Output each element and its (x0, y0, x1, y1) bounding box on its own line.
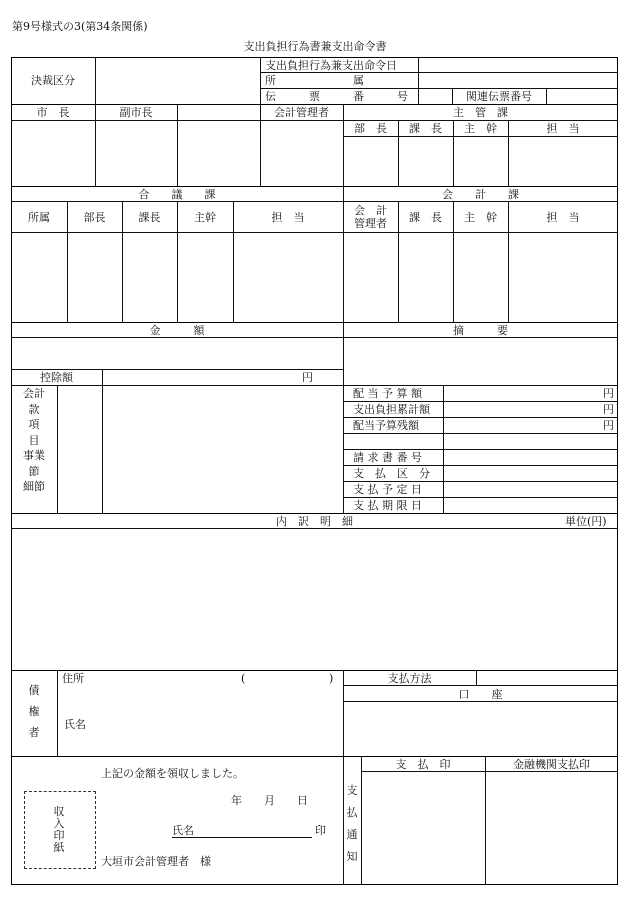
budget-row-unit: 円 (603, 387, 614, 400)
breakdown-unit: 単位(円) (565, 515, 607, 528)
accountant-label: 会計管理者 (274, 106, 329, 119)
budget-class-char: 款 (28, 402, 40, 416)
budget-row-unit: 円 (603, 419, 614, 432)
consult-title: 合 議 課 (138, 188, 216, 201)
accounting-manager-l2: 管理者 (354, 217, 387, 230)
breakdown-title: 内 訳 明 細 (276, 515, 353, 528)
address-paren-open: ( (241, 672, 246, 685)
related-voucher-label: 関連伝票番号 (466, 90, 532, 103)
stamp-char: 収 (53, 805, 65, 818)
pay-seal-label: 支 払 印 (395, 758, 451, 771)
accounting-kacho: 課 長 (409, 211, 442, 224)
receipt-name-label: 氏名 (172, 824, 194, 837)
creditor-label-char: 者 (28, 726, 40, 739)
mayor-label: 市 長 (36, 106, 70, 119)
consult-tanto: 担 当 (271, 211, 305, 224)
stamp-char: 紙 (53, 841, 65, 854)
consult-bucho: 部長 (83, 211, 106, 224)
consult-shozoku: 所属 (28, 211, 50, 224)
budget-class-labels (11, 386, 57, 495)
pay-notice-char: 通 (346, 828, 358, 841)
form-number: 第9号様式の3(第34条関係) (12, 20, 148, 33)
shukan-label: 主 幹 (464, 122, 497, 135)
budget-row-label: 支 払 予 定 日 (353, 483, 422, 496)
tanto-label: 担 当 (546, 122, 580, 135)
budget-class-char: 目 (28, 433, 40, 447)
received-text: 上記の金額を領収しました。 (101, 767, 244, 780)
budget-class-char: 項 (28, 418, 40, 431)
stamp-char: 印 (53, 829, 65, 842)
budget-row-label: 支 払 区 分 (353, 467, 430, 480)
budget-row-unit: 円 (603, 403, 614, 416)
budget-class-char: 会計 (23, 387, 45, 400)
accounting-shukan: 主 幹 (464, 211, 497, 224)
stamp-char: 入 (53, 817, 65, 830)
creditor-name-label: 氏名 (64, 718, 86, 731)
voucher-no-label: 伝 票 番 号 (265, 90, 408, 103)
amount-title: 金 額 (149, 324, 205, 337)
consult-kacho: 課長 (138, 211, 161, 224)
bucho-label: 部 長 (354, 122, 387, 135)
budget-class-char: 細節 (23, 480, 45, 493)
budget-row-label: 支 払 期 限 日 (353, 499, 422, 512)
bank-seal-label: 金融機関支払印 (513, 758, 590, 771)
budget-row-label: 配当予算残額 (353, 419, 419, 432)
budget-row-label: 配 当 予 算 額 (353, 387, 422, 400)
creditor-label-char: 権 (28, 705, 40, 718)
kacho-label: 課 長 (409, 122, 442, 135)
decision-class-label: 決裁区分 (31, 74, 75, 87)
vice-mayor-label: 副市長 (119, 106, 153, 119)
accounting-manager-l1: 会 計 (354, 204, 387, 217)
accounting-title: 会 計 課 (442, 188, 519, 201)
budget-row-label: 請 求 書 番 号 (353, 451, 422, 464)
address-label: 住所 (62, 672, 84, 685)
revenue-stamp-label (52, 806, 66, 854)
pay-notice-char: 知 (346, 850, 358, 863)
pay-notice-char: 払 (346, 806, 358, 819)
main-section-label: 主 管 課 (453, 106, 508, 119)
addressee: 大垣市会計管理者 様 (101, 855, 211, 868)
dept-label: 所 属 (265, 74, 364, 87)
summary-title: 摘 要 (453, 324, 508, 337)
budget-class-char: 事業 (23, 449, 45, 462)
pay-method-label: 支払方法 (387, 672, 432, 685)
address-paren-close: ) (329, 672, 334, 685)
budget-row-label: 支出負担累計額 (353, 403, 430, 416)
form-title: 支出負担行為書兼支出命令書 (243, 40, 387, 53)
budget-class-char: 節 (28, 464, 40, 478)
deduction-label: 控除額 (40, 371, 73, 384)
deduction-yen: 円 (302, 371, 313, 384)
accounting-tanto: 担 当 (546, 211, 580, 224)
pay-notice-char: 支 (346, 784, 358, 797)
pay-notice-label (345, 780, 359, 868)
seal-mark: 印 (315, 824, 326, 837)
creditor-label-char: 債 (28, 684, 40, 697)
receipt-date: 年 月 日 (231, 794, 308, 807)
order-date-label: 支出負担行為兼支出命令日 (265, 59, 397, 72)
consult-shukan: 主幹 (194, 211, 216, 224)
account-label: 口 座 (458, 688, 503, 701)
creditor-label (11, 680, 57, 743)
